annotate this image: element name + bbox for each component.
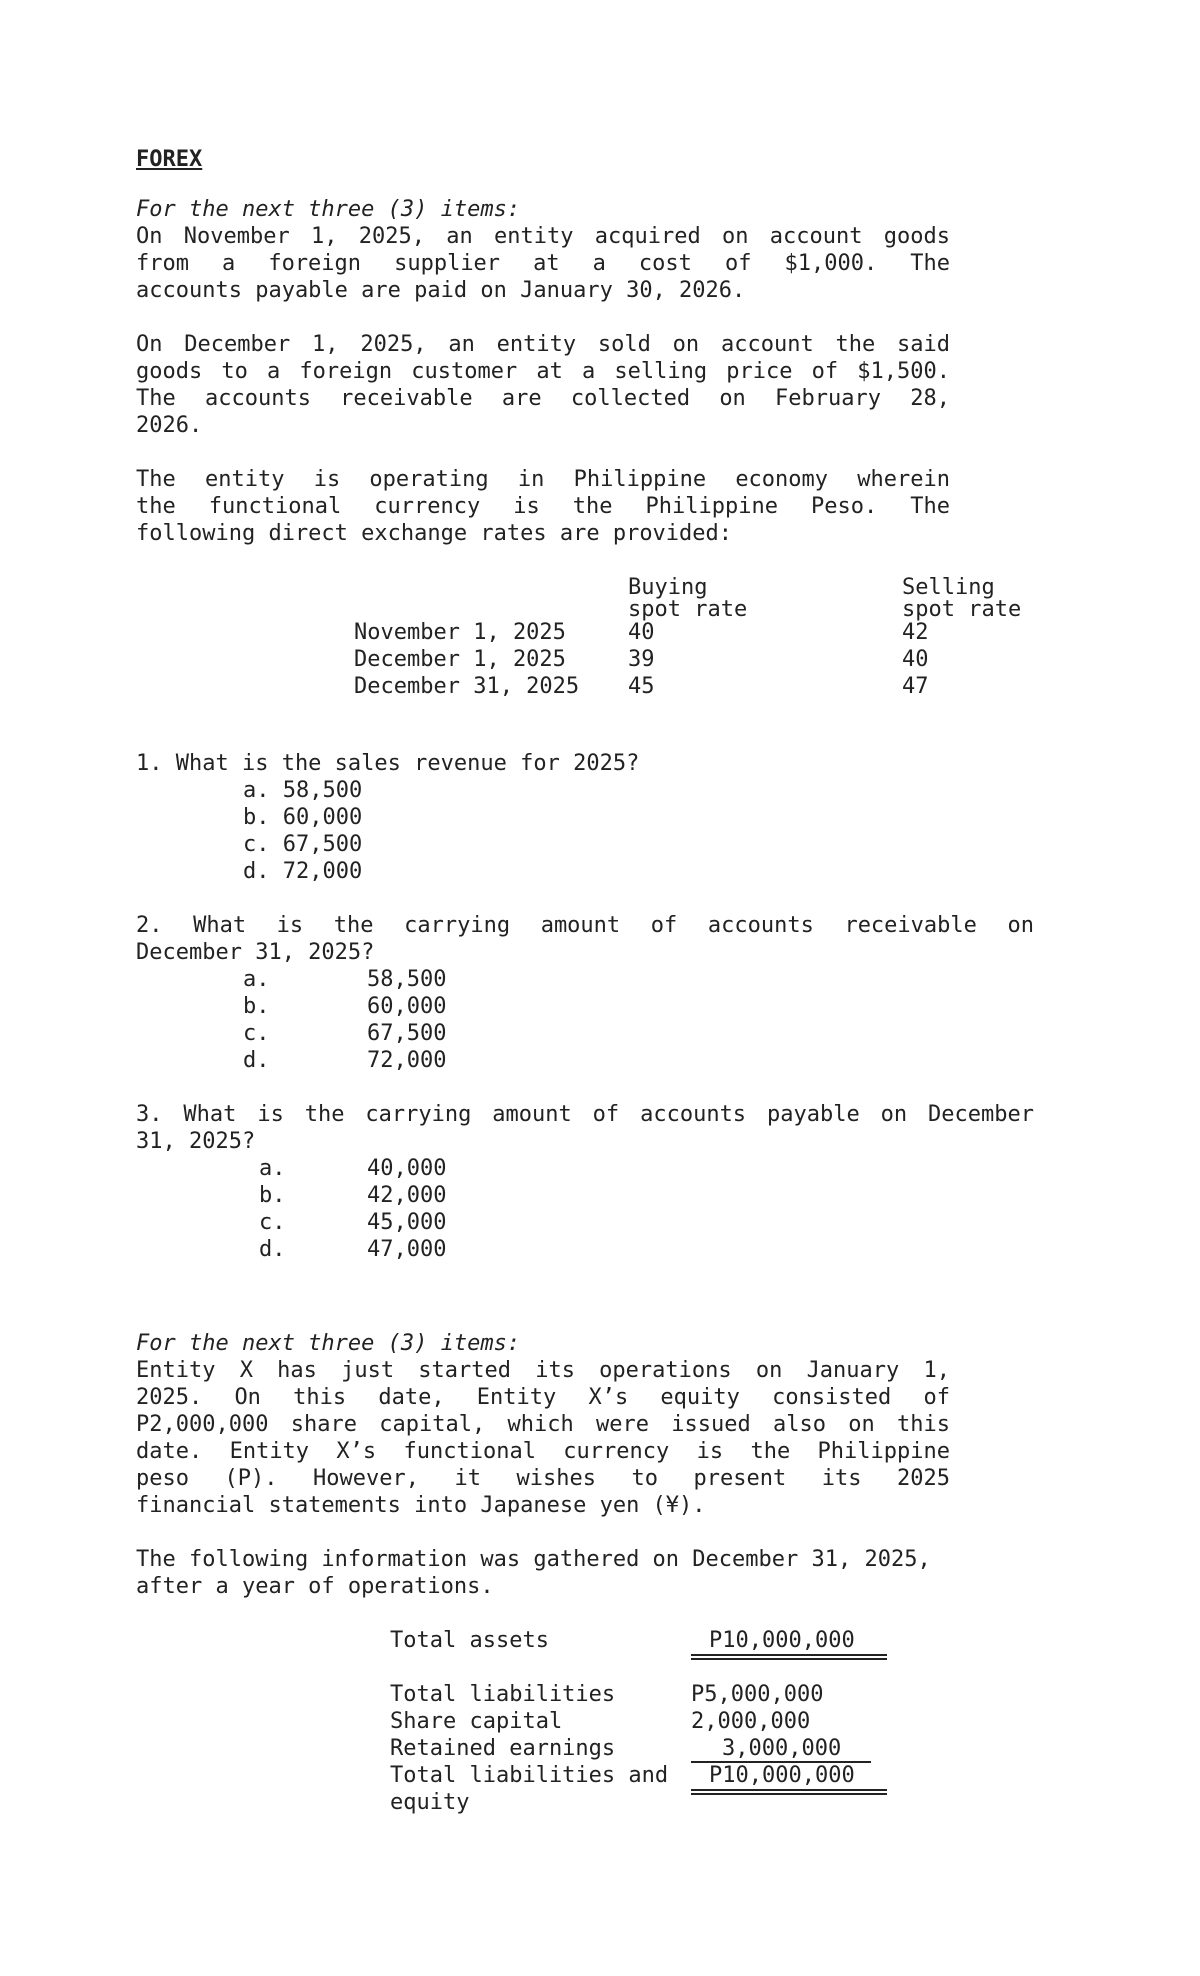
option-letter: d. (259, 1237, 286, 1262)
question-text: 31, 2025? (136, 1129, 256, 1154)
rate-buying: 39 (628, 647, 655, 672)
total-assets-value: P10,000,000 (709, 1628, 855, 1653)
option (243, 858, 362, 885)
para-line: accounts payable are paid on January 30, 2026. (136, 278, 746, 303)
question-text: 2. What is the carrying amount of accounts receivable on (136, 913, 1034, 938)
option-value: 72,000 (367, 1048, 447, 1073)
option-value: 60,000 (282, 805, 363, 830)
rate-date: December 31, 2025 (354, 674, 580, 699)
para-line: The following information was gathered on December 31, 2025, (136, 1547, 931, 1572)
question-text: 1. What is the sales revenue for 2025? (136, 751, 640, 776)
total-le-double-underline (691, 1789, 887, 1795)
para-line: 2025. On this date, Entity X’s equity consisted of (136, 1385, 950, 1410)
option-value: 47,000 (367, 1237, 447, 1262)
question-text: December 31, 2025? (136, 940, 375, 965)
para-line: The accounts receivable are collected on February 28, (136, 386, 950, 411)
selling-header: spot rate (902, 597, 1022, 622)
para-line: following direct exchange rates are provided: (136, 521, 733, 546)
retained-earnings-value: 3,000,000 (722, 1736, 842, 1761)
para-line: from a foreign supplier at a cost of $1,000. The (136, 251, 950, 276)
para-line: goods to a foreign customer at a selling price of $1,500. (136, 359, 950, 384)
rate-selling: 40 (902, 647, 929, 672)
part1-intro: For the next three (3) items: (136, 197, 521, 222)
total-liabilities-equity-value: P10,000,000 (709, 1763, 855, 1788)
para-line: Entity X has just started its operations on January 1, (136, 1358, 950, 1383)
question-text: 3. What is the carrying amount of accounts payable on December (136, 1102, 1034, 1127)
option-letter: b. (243, 994, 270, 1019)
para-line: P2,000,000 share capital, which were issued also on this (136, 1412, 950, 1437)
buying-header: spot rate (628, 597, 748, 622)
option-letter: d. (243, 1048, 270, 1073)
option-letter: b. (259, 1183, 286, 1208)
retained-earnings-label: Retained earnings (390, 1736, 616, 1761)
option-letter: d. (243, 859, 270, 884)
option-value: 45,000 (367, 1210, 447, 1235)
option-letter: a. (259, 1156, 286, 1181)
option-value: 42,000 (367, 1183, 447, 1208)
option-letter: c. (243, 1021, 270, 1046)
total-assets-double-underline (691, 1654, 887, 1660)
para-line: On December 1, 2025, an entity sold on account the said (136, 332, 950, 357)
para-line: On November 1, 2025, an entity acquired on account goods (136, 224, 950, 249)
rate-buying: 40 (628, 620, 655, 645)
option-value: 72,000 (282, 859, 363, 884)
para-line: financial statements into Japanese yen (¥). (136, 1493, 706, 1518)
share-capital-label: Share capital (390, 1709, 563, 1734)
rate-selling: 42 (902, 620, 929, 645)
para-line: the functional currency is the Philippine Peso. The (136, 494, 950, 519)
total-liabilities-equity-label: equity (390, 1790, 470, 1815)
total-liabilities-value: P5,000,000 (691, 1682, 824, 1707)
buying-header: Buying (628, 575, 708, 600)
rate-date: November 1, 2025 (354, 620, 566, 645)
rate-selling: 47 (902, 674, 929, 699)
para-line: peso (P). However, it wishes to present its 2025 (136, 1466, 950, 1491)
total-liabilities-label: Total liabilities (390, 1682, 616, 1707)
rate-date: December 1, 2025 (354, 647, 566, 672)
total-liabilities-equity-label: Total liabilities and (390, 1763, 669, 1788)
option-value: 58,500 (367, 967, 447, 992)
option-value: 67,500 (367, 1021, 447, 1046)
share-capital-value: 2,000,000 (691, 1709, 811, 1734)
option-letter: b. (243, 805, 270, 830)
option (243, 777, 362, 804)
option (243, 831, 362, 858)
option-value: 67,500 (282, 832, 363, 857)
option-letter: c. (243, 832, 270, 857)
option-letter: c. (259, 1210, 286, 1235)
para-line: The entity is operating in Philippine economy wherein (136, 467, 950, 492)
selling-header: Selling (902, 575, 995, 600)
forex-heading: FOREX (136, 147, 203, 172)
option-value: 58,500 (282, 778, 363, 803)
option-value: 40,000 (367, 1156, 447, 1181)
para-line: date. Entity X’s functional currency is the Philippine (136, 1439, 950, 1464)
para-line: 2026. (136, 413, 203, 438)
total-assets-label: Total assets (390, 1628, 549, 1653)
rate-buying: 45 (628, 674, 655, 699)
option-value: 60,000 (367, 994, 447, 1019)
option (243, 804, 362, 831)
para-line: after a year of operations. (136, 1574, 494, 1599)
option-letter: a. (243, 967, 270, 992)
option-letter: a. (243, 778, 270, 803)
part2-intro: For the next three (3) items: (136, 1331, 521, 1356)
